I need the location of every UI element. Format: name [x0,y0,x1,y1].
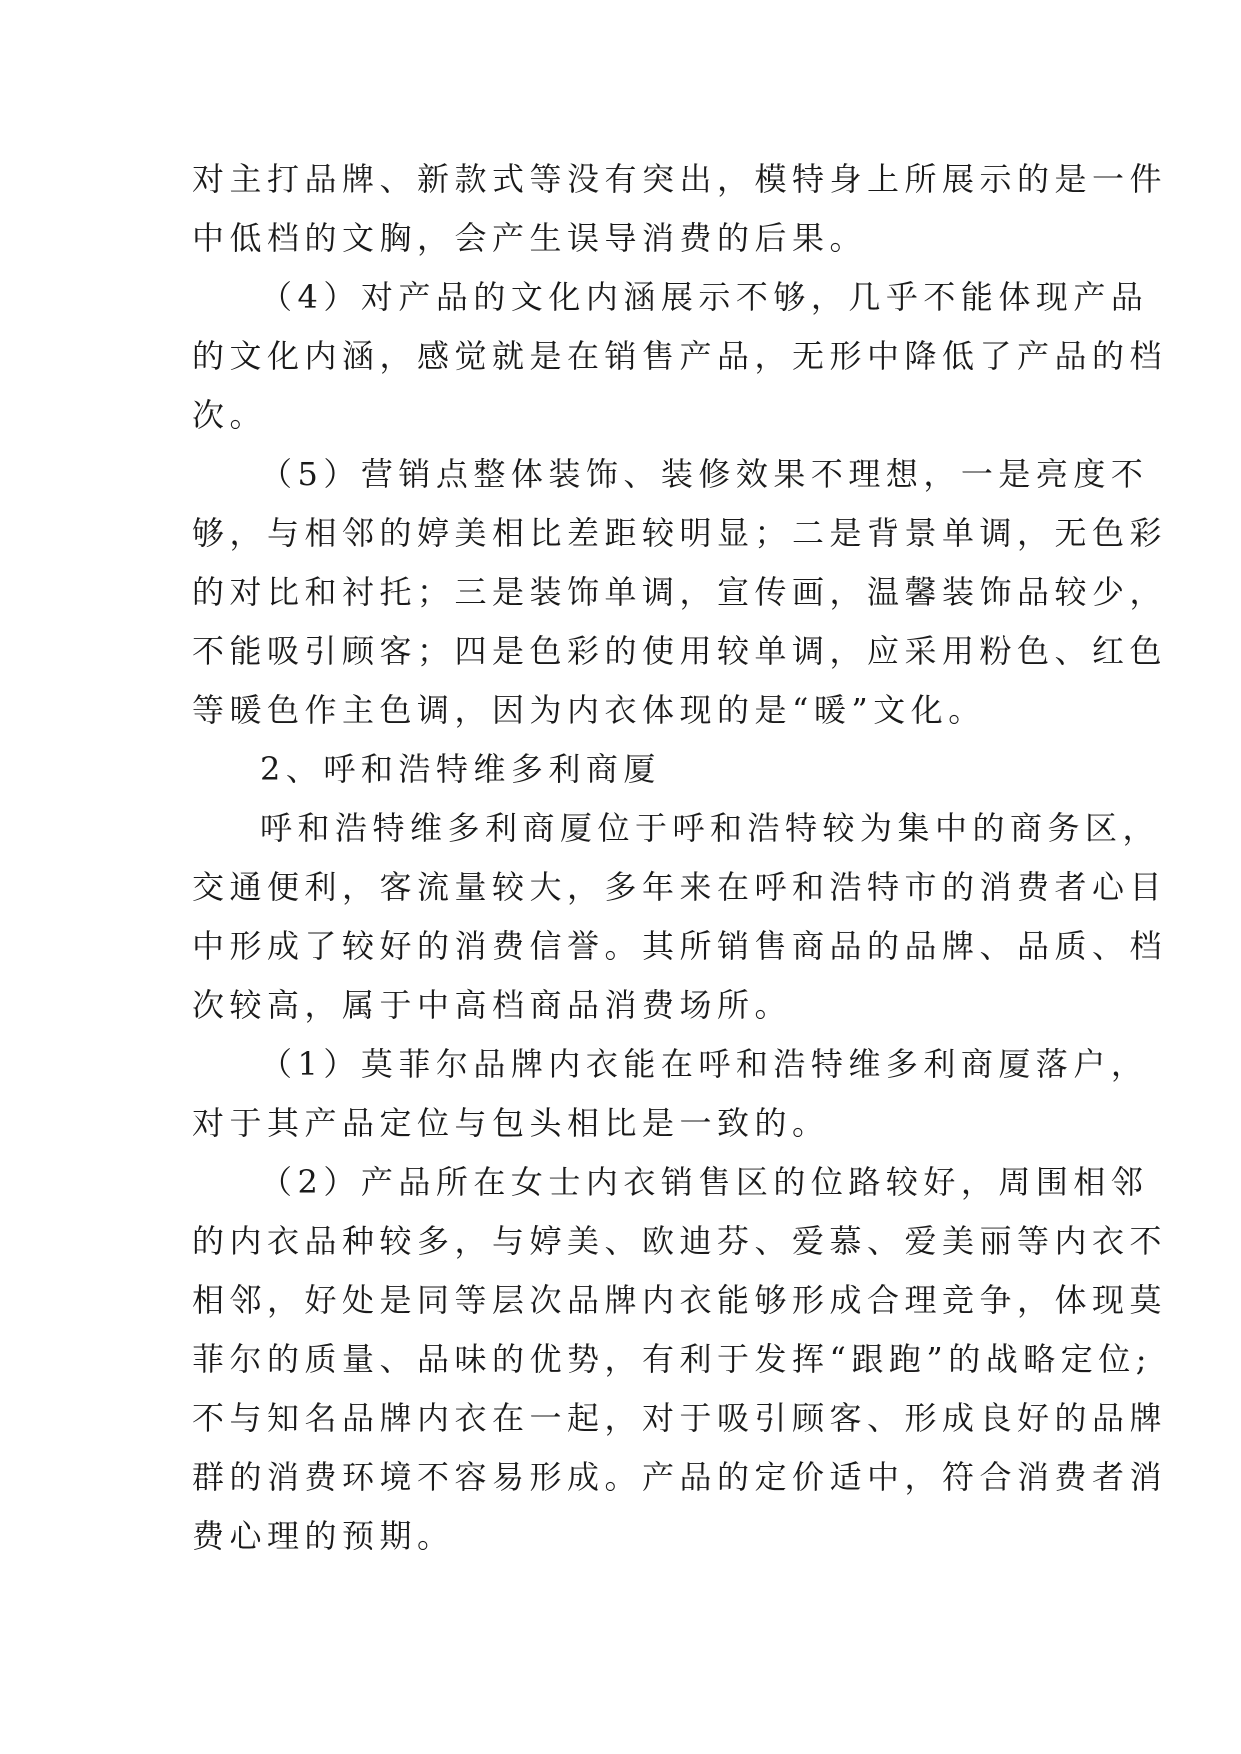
text-line: 对主打品牌、新款式等没有突出，模特身上所展示的是一件 [192,160,1168,198]
text-line: 等暖色作主色调，因为内衣体现的是“暖”文化。 [192,691,986,729]
text-line: 的对比和衬托；三是装饰单调，宣传画，温馨装饰品较少， [192,573,1168,611]
text-line: 次。 [192,396,268,434]
text-line: 对于其产品定位与包头相比是一致的。 [192,1104,830,1142]
document-body [192,150,1168,1566]
section-heading: 2、呼和浩特维多利商厦 [260,750,661,788]
text-line: 菲尔的质量、品味的优势，有利于发挥“跟跑”的战略定位; [192,1340,1153,1378]
text-line: 中形成了较好的消费信誉。其所销售商品的品牌、品质、档 [192,927,1168,965]
text-line: 够，与相邻的婷美相比差距较明显；二是背景单调，无色彩 [192,514,1168,552]
text-line: 交通便利，客流量较大，多年来在呼和浩特市的消费者心目 [192,868,1168,906]
text-line: 的文化内涵，感觉就是在销售产品，无形中降低了产品的档 [192,337,1168,375]
text-line: （2）产品所在女士内衣销售区的位路较好，周围相邻 [260,1163,1149,1201]
text-line: 的内衣品种较多，与婷美、欧迪芬、爱慕、爱美丽等内衣不 [192,1222,1168,1260]
text-line: （1）莫菲尔品牌内衣能在呼和浩特维多利商厦落户， [260,1045,1149,1083]
text-line: 次较高，属于中高档商品消费场所。 [192,986,793,1024]
text-line: 呼和浩特维多利商厦位于呼和浩特较为集中的商务区， [260,809,1161,847]
text-line: （5）营销点整体装饰、装修效果不理想，一是亮度不 [260,455,1149,493]
text-line: 不与知名品牌内衣在一起，对于吸引顾客、形成良好的品牌 [192,1399,1168,1437]
text-line: 不能吸引顾客；四是色彩的使用较单调，应采用粉色、红色 [192,632,1168,670]
text-line: 相邻，好处是同等层次品牌内衣能够形成合理竞争，体现莫 [192,1281,1168,1319]
text-line: （4）对产品的文化内涵展示不够，几乎不能体现产品 [260,278,1149,316]
text-line: 群的消费环境不容易形成。产品的定价适中，符合消费者消 [192,1458,1168,1496]
text-line: 中低档的文胸，会产生误导消费的后果。 [192,219,868,257]
text-line: 费心理的预期。 [192,1517,455,1555]
